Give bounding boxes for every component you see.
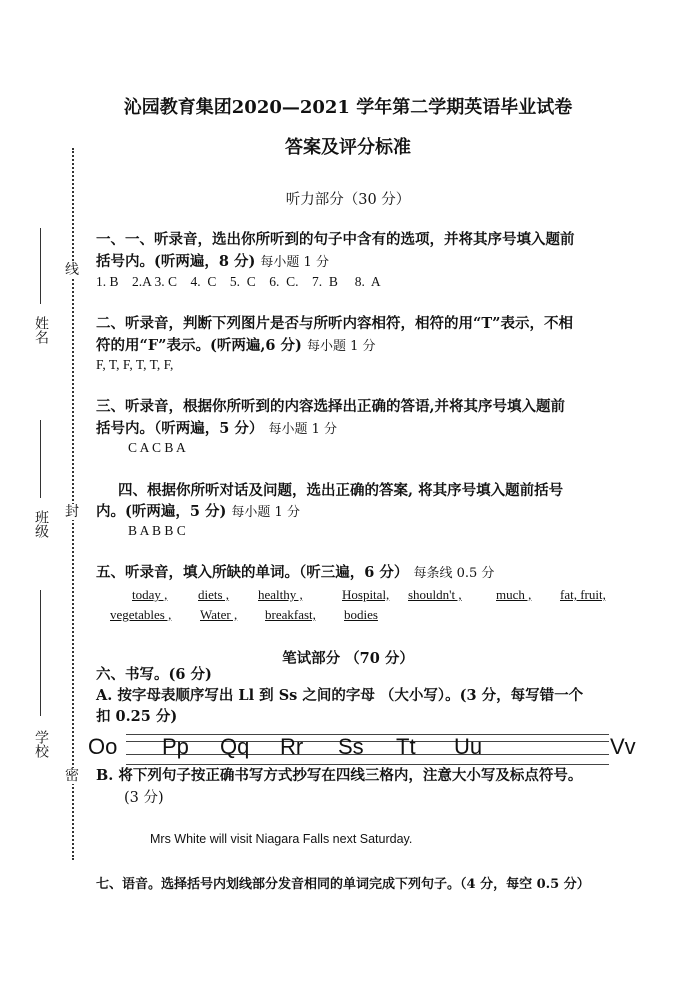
writing-line-3 <box>126 754 609 755</box>
q4-answers: B A B B C <box>128 523 186 538</box>
margin-mark-mi: 密 <box>65 768 79 784</box>
q5-score: 每条线 0.5 分 <box>413 566 495 581</box>
q5-blank-1: today , <box>132 587 168 602</box>
q2-instruction-line1: 二、听录音，判断下列图片是否与所听内容相符，相符的用“T”表示，不相 <box>96 315 573 332</box>
q5-blank-7: fat, fruit, <box>560 587 606 602</box>
margin-mark-feng: 封 <box>65 504 79 520</box>
school-label: 学校 <box>33 730 49 758</box>
letter-pp: Pp <box>162 734 189 759</box>
margin-mark-xian: 线 <box>65 262 79 278</box>
q1-answers: 1. B 2.A 3. C 4. C 5. C 6. C. 7. B 8. A <box>96 274 381 289</box>
q5-instruction: 五、听录音，填入所缺的单词。（听三遍，6 分） 每条线 0.5 分 <box>96 564 495 581</box>
listening-section-header: 听力部分（30 分） <box>285 192 411 208</box>
written-section-header: 笔试部分 （70 分） <box>282 650 414 667</box>
q6b-instruction-line1: B. 将下列句子按正确书写方式抄写在四线三格内，注意大小写及标点符号。 <box>96 767 583 784</box>
writing-line-1 <box>126 734 609 735</box>
name-label: 姓名 <box>33 316 49 344</box>
q5-blank-11: bodies <box>344 607 378 622</box>
letter-uu: Uu <box>454 734 483 759</box>
letter-oo: Oo <box>88 734 118 759</box>
letter-qq: Qq <box>220 734 250 759</box>
q1-instruction-line1: 一、一、听录音，选出你所听到的句子中含有的选项，并将其序号填入题前 <box>96 231 575 248</box>
q3-instruction-line2: 括号内。（听两遍，5 分） 每小题 1 分 <box>96 420 337 437</box>
q6-title: 六、书写。(6 分) <box>96 666 212 683</box>
q5-blank-5: shouldn't , <box>408 587 462 602</box>
q3-instruction-line1: 三、听录音，根据你所听到的内容选择出正确的答语,并将其序号填入题前 <box>96 398 566 415</box>
exam-title: 沁园教育集团2020—2021 学年第二学期英语毕业试卷 <box>123 97 573 118</box>
q2-instruction-line2: 符的用“F”表示。(听两遍,6 分) 每小题 1 分 <box>96 337 376 354</box>
exam-subtitle: 答案及评分标准 <box>285 137 411 158</box>
q7-instruction: 七、语音。选择括号内划线部分发音相同的单词完成下列句子。（4 分，每空 0.5 分） <box>96 877 590 892</box>
name-field[interactable] <box>40 228 41 304</box>
q5-blank-2: diets , <box>198 587 230 602</box>
q6a-instruction-line1: A. 按字母表顺序写出 Ll 到 Ss 之间的字母 （大小写）。(3 分，每写错一个 <box>96 687 584 704</box>
q3-score: 每小题 1 分 <box>268 422 337 437</box>
q4-score: 每小题 1 分 <box>231 505 300 520</box>
q6a-instruction-line2: 扣 0.25 分) <box>96 708 178 725</box>
q5-blank-4: Hospital, <box>342 587 390 602</box>
q4-instruction-line1: 四、根据你所听对话及问题，选出正确的答案, 将其序号填入题前括号 <box>118 482 564 499</box>
q2-answers: F, T, F, T, T, F, <box>96 357 174 372</box>
q1-score: 每小题 1 分 <box>260 255 329 270</box>
q6b-instruction-line2: (3 分) <box>124 790 164 806</box>
q1-instruction-line2: 括号内。(听两遍，8 分) 每小题 1 分 <box>96 253 329 270</box>
q5-blank-8: vegetables , <box>110 607 172 622</box>
q5-blank-6: much , <box>496 587 532 602</box>
q5-blank-3: healthy , <box>258 587 303 602</box>
letter-rr: Rr <box>280 734 304 759</box>
q5-blank-9: Water , <box>200 607 238 622</box>
q2-score: 每小题 1 分 <box>306 339 376 354</box>
class-field[interactable] <box>40 420 41 498</box>
letter-vv: Vv <box>610 734 636 759</box>
q3-answers: C A C B A <box>128 440 186 455</box>
q4-instruction-line2: 内。(听两遍，5 分) 每小题 1 分 <box>96 503 300 520</box>
writing-line-2 <box>126 741 609 742</box>
q6b-sentence: Mrs White will visit Niagara Falls next Saturday. <box>150 832 413 846</box>
letter-ss: Ss <box>338 734 364 759</box>
letter-tt: Tt <box>396 734 416 759</box>
class-label: 班级 <box>33 510 49 538</box>
q5-blank-10: breakfast, <box>265 607 316 622</box>
